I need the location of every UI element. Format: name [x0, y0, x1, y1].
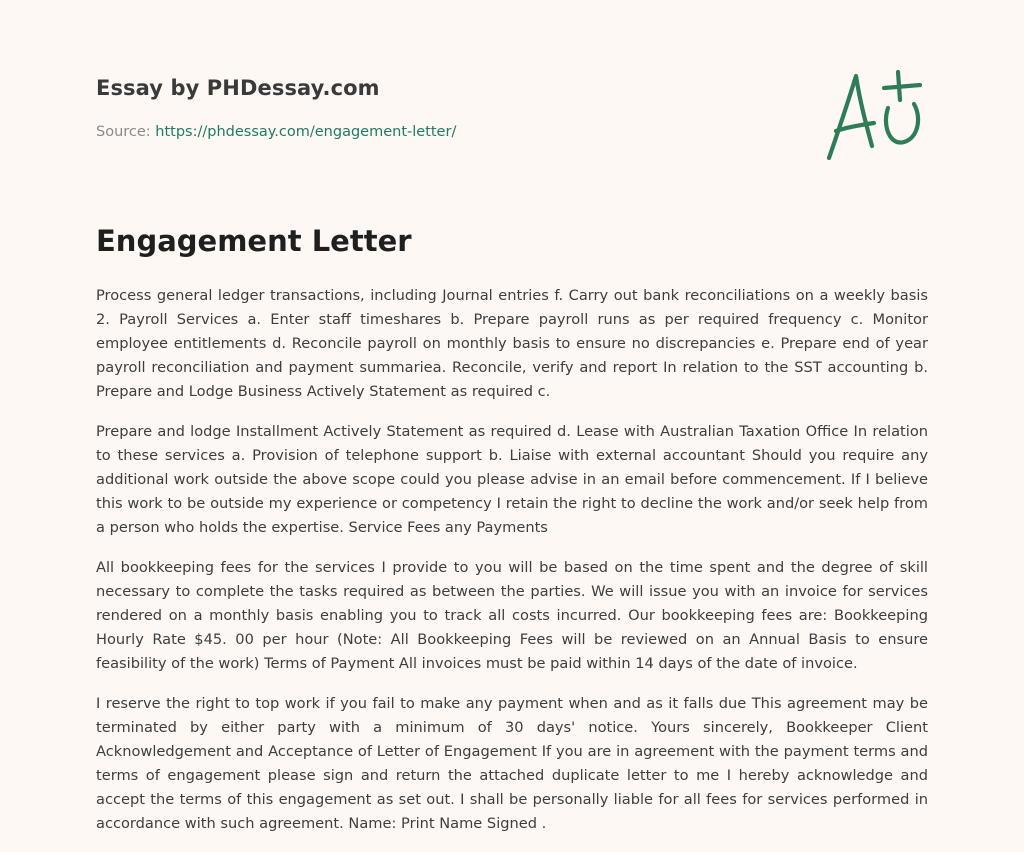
source-link[interactable]: https://phdessay.com/engagement-letter/ — [155, 124, 457, 140]
essay-paragraph: Prepare and lodge Installment Actively Statement as required d. Lease with Australian Taxation Office In relation to these services a. Provision of telephone support b. Liaise with external accountant Should you require any additional work outside the above scope could you please advise in an email before commencement. If I believe this work to be outside my experience or competency I retain the right to decline the work and/or seek help from a person who holds the expertise. Service Fees any Payments — [96, 423, 928, 536]
source-label: Source: — [96, 124, 151, 140]
source-line — [96, 124, 456, 140]
essay-paragraph: Process general ledger transactions, including Journal entries f. Carry out bank reconciliations on a weekly basis 2. Payroll Services a. Enter staff timeshares b. Prepare payroll runs as per required frequency c. Monitor employee entitlements d. Reconcile payroll on monthly basis to ensure no discrepancies e. Prepare end of year payroll reconciliation and payment summariea. Reconcile, verify and report In relation to the SST accounting b. Prepare and Lodge Business Actively Statement as required c. — [96, 287, 928, 400]
site-title: Essay by PHDessay.com — [96, 76, 380, 100]
essay-paragraph: I reserve the right to top work if you fail to make any payment when and as it falls due This agreement may be terminated by either party with a minimum of 30 days' notice. Yours sincerely, Bookkeeper Client Acknowledgement and Acceptance of Letter of Engagement If you are in agreement with the payment terms and terms of engagement please sign and return the attached duplicate letter to me I hereby acknowledge and accept the terms of this engagement as set out. I shall be personally liable for all fees for services performed in accordance with such agreement. Name: Print Name Signed . — [96, 695, 928, 832]
essay-body — [96, 284, 928, 852]
a-plus-logo-icon — [818, 66, 930, 166]
essay-title: Engagement Letter — [96, 224, 412, 258]
essay-paragraph: All bookkeeping fees for the services I provide to you will be based on the time spent and the degree of skill necessary to complete the tasks required as between the parties. We will issue you with an invoice for services rendered on a monthly basis enabling you to track all costs incurred. Our bookkeeping fees are: Bookkeeping Hourly Rate $45. 00 per hour (Note: All Bookkeeping Fees will be reviewed on an Annual Basis to ensure feasibility of the work) Terms of Payment All invoices must be paid within 14 days of the date of invoice. — [96, 559, 928, 672]
